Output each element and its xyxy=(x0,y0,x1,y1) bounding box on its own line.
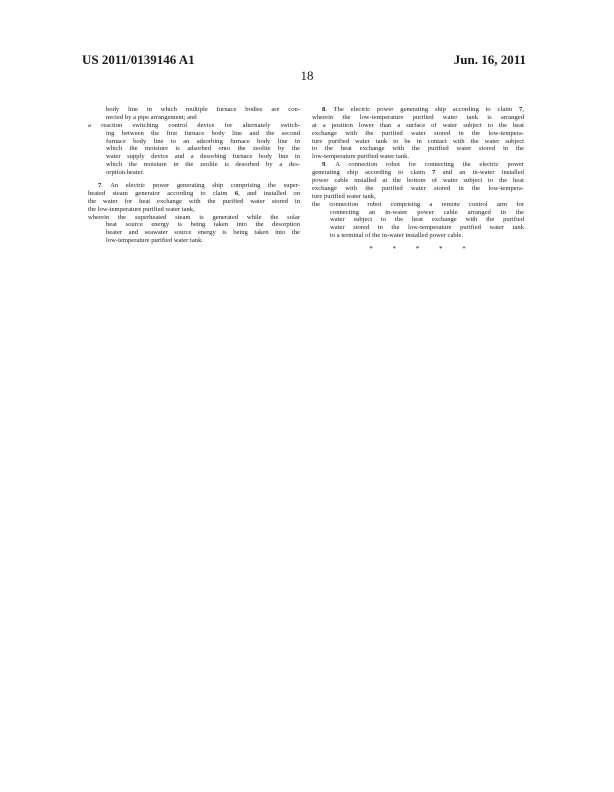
text-line: at a position lower than a surface of water subject to the heat xyxy=(312,121,524,129)
text-line: water stored in the low-temperature purified water tank xyxy=(330,224,524,232)
patent-number: US 2011/0139146 A1 xyxy=(82,52,195,67)
text-line xyxy=(88,190,300,198)
right-column xyxy=(312,106,524,254)
claim-number: 7 xyxy=(98,182,102,190)
text-fragment: , xyxy=(522,106,524,113)
text-line: the connection robot comprising a remote control arm for xyxy=(312,200,524,208)
publication-date: Jun. 16, 2011 xyxy=(453,52,526,67)
text-line xyxy=(312,169,524,177)
text-line: wherein the low-temperature purified water tank is arranged xyxy=(312,113,524,121)
text-fragment: . An electric power generating ship comprising the super- xyxy=(101,182,300,190)
claim-ref: 6 xyxy=(234,189,239,197)
text-fragment: . A connection robot for connecting the electric power xyxy=(325,161,524,169)
text-line: the low-temperature purified water tank, xyxy=(88,205,195,213)
text-fragment: . The electric power generating ship according to claim xyxy=(325,106,520,113)
text-line: to the heat exchange with the purified water stored in the xyxy=(312,145,524,153)
claim-number: 8 xyxy=(322,106,326,113)
text-line: ture purified water tank to be in contact with the water subject xyxy=(312,137,524,145)
claim-7-first-line xyxy=(88,182,300,190)
text-line: low-temperature purified water tank. xyxy=(312,153,410,161)
text-fragment: and an in-water installed xyxy=(435,169,524,177)
text-line: heat source energy is being taken into the desorption xyxy=(106,221,300,229)
text-line: heater and seawater source energy is being taken into the xyxy=(106,229,300,237)
text-fragment: generating ship according to claim xyxy=(312,169,433,177)
text-line: ture purified water tank, xyxy=(312,192,376,200)
text-line: exchange with the purified water stored in the low-tempera- xyxy=(312,184,524,192)
text-line: water subject to the heat exchange with the purified xyxy=(330,216,524,224)
text-line: connecting an in-water power cable arranged in the xyxy=(330,208,524,216)
claim-number: 9 xyxy=(322,161,326,169)
text-fragment: , and installed on xyxy=(238,189,300,197)
text-line: nected by a pipe arrangement; and xyxy=(106,113,197,121)
text-line: which the moisture in the zeolite is desorbed by a des- xyxy=(106,161,300,169)
claim-9-first-line xyxy=(312,161,524,169)
text-line: exchange with the purified water stored in the low-tempera- xyxy=(312,129,524,137)
text-fragment: heated steam generator according to claim xyxy=(88,189,235,197)
text-line: the water for heat exchange with the purified water stored in xyxy=(88,197,300,205)
text-line: water supply device and a desorbing furnace body line in xyxy=(106,153,300,161)
claim-8-first-line xyxy=(312,106,524,114)
text-line: body line in which multiple furnace bodies are con- xyxy=(106,106,300,113)
text-line: furnace body line to an adsorbing furnace body line in xyxy=(106,137,300,145)
page-number: 18 xyxy=(300,68,314,83)
claim-ref: 7 xyxy=(432,169,436,177)
text-line: power cable installed at the bottom of water subject to the heat xyxy=(312,177,524,185)
text-line: wherein the superheated steam is generated while the solar xyxy=(88,213,300,221)
text-line: ing between the first furnace body line and the second xyxy=(106,129,300,137)
claim-ref: 7 xyxy=(519,106,523,113)
text-line: low-temperature purified water tank. xyxy=(106,237,204,245)
left-column xyxy=(88,106,300,245)
text-line: a reaction switching control device for alternately switch- xyxy=(88,121,300,129)
text-line: orption heater. xyxy=(106,169,145,177)
end-of-document-mark: * * * * * xyxy=(369,245,475,254)
text-line: to a terminal of the in-water installed power cable. xyxy=(330,232,464,240)
text-line: which the moisture is adsorbed onto the zeolite by the xyxy=(106,145,300,153)
